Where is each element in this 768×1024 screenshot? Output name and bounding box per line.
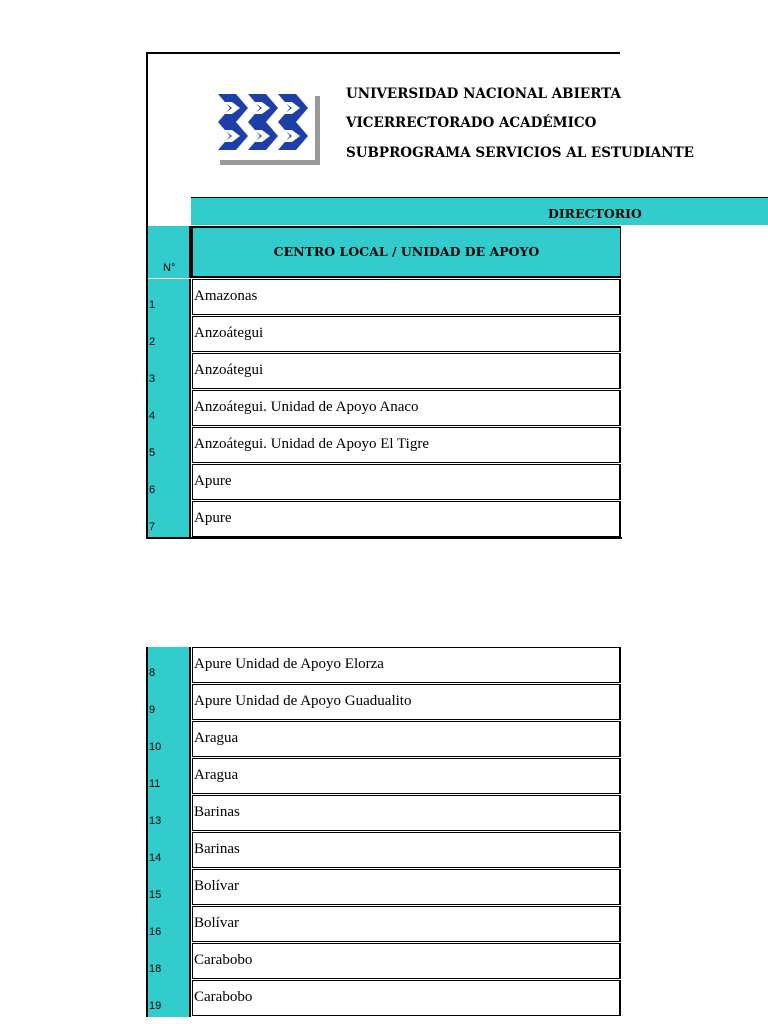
university-name: UNIVERSIDAD NACIONAL ABIERTA (346, 86, 621, 102)
row-number: 11 (149, 778, 161, 790)
vicerrectorado-name: VICERRECTORADO ACADÉMICO (346, 115, 597, 131)
row-number: 8 (149, 667, 156, 679)
row-number: 6 (149, 484, 156, 496)
center-name: Anzoátegui (194, 362, 264, 378)
table-row (192, 869, 621, 905)
center-name: Apure Unidad de Apoyo Guadualito (194, 693, 412, 709)
table-row (192, 980, 621, 1016)
center-name: Anzoátegui. Unidad de Apoyo El Tigre (194, 436, 429, 452)
row-number: 2 (149, 336, 156, 348)
subprograma-name: SUBPROGRAMA SERVICIOS AL ESTUDIANTE (346, 145, 694, 161)
title-band (191, 197, 768, 225)
number-column-label: N° (163, 262, 176, 274)
center-column-header: CENTRO LOCAL / UNIDAD DE APOYO (191, 226, 621, 278)
center-name: Carabobo (194, 989, 253, 1005)
center-name: Apure (194, 473, 232, 489)
center-name: Barinas (194, 841, 240, 857)
center-name: Carabobo (194, 952, 253, 968)
row-number: 4 (149, 410, 156, 422)
center-name: Aragua (194, 767, 239, 783)
table-row (192, 721, 621, 757)
center-name: Apure (194, 510, 232, 526)
center-name: Bolívar (194, 915, 239, 931)
center-name: Anzoátegui (194, 325, 264, 341)
center-name: Aragua (194, 730, 239, 746)
row-number: 5 (149, 447, 156, 459)
center-name: Anzoátegui. Unidad de Apoyo Anaco (194, 399, 419, 415)
row-number: 10 (149, 741, 162, 753)
university-logo-icon (214, 88, 322, 166)
row-number: 13 (149, 815, 162, 827)
table-row (192, 464, 621, 500)
table-row (192, 943, 621, 979)
row-number: 18 (149, 963, 162, 975)
center-name: Amazonas (194, 288, 258, 304)
center-name: Barinas (194, 804, 240, 820)
row-number: 7 (149, 521, 156, 533)
table-row (192, 501, 621, 537)
row-number: 16 (149, 926, 162, 938)
row-number: 14 (149, 852, 162, 864)
row-number: 1 (149, 299, 156, 311)
row-number: 15 (149, 889, 162, 901)
row-number: 19 (149, 1000, 162, 1012)
row-number: 9 (149, 704, 156, 716)
table-row (192, 758, 621, 794)
table-row (192, 795, 621, 831)
center-name: Apure Unidad de Apoyo Elorza (194, 656, 384, 672)
title-band-text: DIRECTORIO (548, 206, 642, 221)
table-row (192, 906, 621, 942)
row-number: 3 (149, 373, 156, 385)
center-name: Bolívar (194, 878, 239, 894)
table-row (192, 832, 621, 868)
page1-bottom-border (146, 537, 622, 539)
